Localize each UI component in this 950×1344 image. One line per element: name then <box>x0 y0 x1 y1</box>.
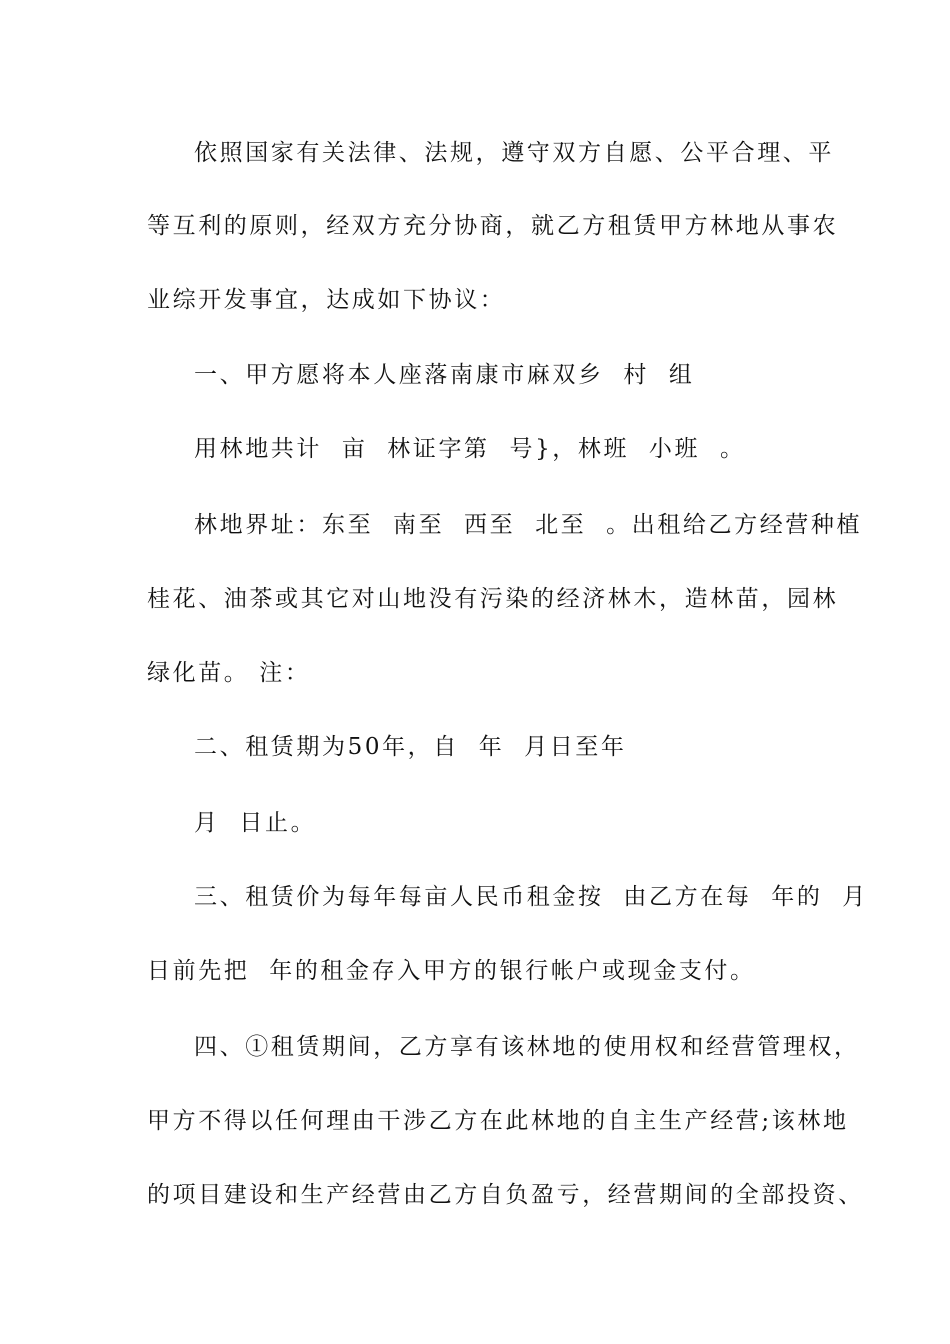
paragraph-line-12: 日前先把 年的租金存入甲方的银行帐户或现金支付。 <box>147 958 756 984</box>
paragraph-line-4: 一、甲方愿将本人座落南康市麻双乡 村 组 <box>194 362 695 388</box>
paragraph-line-7: 桂花、油茶或其它对山地没有污染的经济林木，造林苗，园林 <box>147 586 839 612</box>
paragraph-line-15: 的项目建设和生产经营由乙方自负盈亏，经营期间的全部投资、 <box>147 1182 864 1208</box>
paragraph-line-2: 等互利的原则，经双方充分协商，就乙方租赁甲方林地从事农 <box>147 213 839 239</box>
paragraph-line-10: 月 日止。 <box>194 810 317 836</box>
paragraph-line-13: 四、①租赁期间，乙方享有该林地的使用权和经营管理权， <box>194 1034 860 1060</box>
paragraph-line-9: 二、租赁期为50年，自 年 月日至年 <box>194 734 627 760</box>
paragraph-line-5: 用林地共计 亩 林证字第 号}，林班 小班 。 <box>194 436 746 462</box>
paragraph-line-3: 业综开发事宜，达成如下协议： <box>147 287 506 313</box>
paragraph-line-14: 甲方不得以任何理由干涉乙方在此林地的自主生产经营;该林地 <box>147 1108 849 1134</box>
paragraph-line-1: 依照国家有关法律、法规，遵守双方自愿、公平合理、平 <box>194 140 834 166</box>
paragraph-line-11: 三、租赁价为每年每亩人民币租金按 由乙方在每 年的 月 <box>194 884 868 910</box>
paragraph-line-6: 林地界址：东至 南至 西至 北至 。出租给乙方经营种植 <box>194 512 863 538</box>
paragraph-line-8: 绿化苗。 注： <box>147 660 311 686</box>
